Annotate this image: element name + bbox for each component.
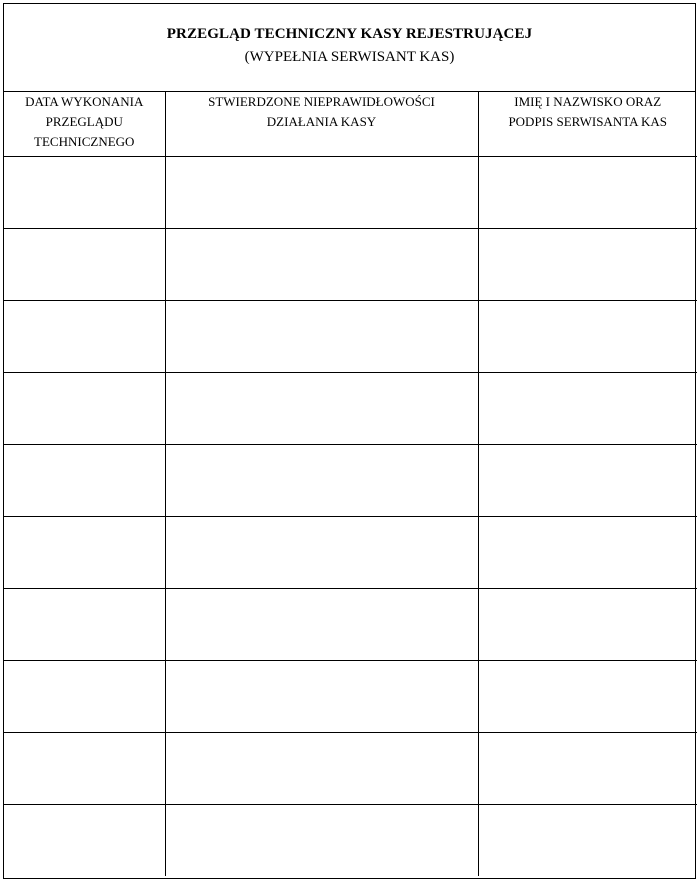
cell-irregularities[interactable]: [165, 444, 478, 516]
cell-irregularities[interactable]: [165, 516, 478, 588]
cell-date[interactable]: [4, 228, 165, 300]
column-header-line: DZIAŁANIA KASY: [266, 114, 377, 129]
cell-irregularities[interactable]: [165, 300, 478, 372]
inspection-form: [3, 3, 696, 879]
cell-technician-signature[interactable]: [478, 156, 697, 228]
table-row: [4, 588, 697, 660]
column-header-technician: [478, 92, 697, 156]
column-header-line: PODPIS SERWISANTA KAS: [508, 114, 668, 129]
cell-date[interactable]: [4, 156, 165, 228]
column-header-line: TECHNICZNEGO: [34, 134, 135, 149]
table-row: [4, 516, 697, 588]
column-header-irregularities: [165, 92, 478, 156]
cell-date[interactable]: [4, 372, 165, 444]
form-title: PRZEGLĄD TECHNICZNY KASY REJESTRUJĄCEJ: [166, 26, 533, 42]
table-row: [4, 228, 697, 300]
cell-date[interactable]: [4, 444, 165, 516]
cell-date[interactable]: [4, 516, 165, 588]
table-header-row: [4, 92, 697, 156]
cell-technician-signature[interactable]: [478, 372, 697, 444]
cell-technician-signature[interactable]: [478, 300, 697, 372]
cell-date[interactable]: [4, 588, 165, 660]
inspection-table: [4, 92, 697, 876]
cell-date[interactable]: [4, 732, 165, 804]
table-row: [4, 444, 697, 516]
table-row: [4, 804, 697, 876]
form-header: [4, 4, 695, 92]
cell-date[interactable]: [4, 300, 165, 372]
cell-technician-signature[interactable]: [478, 516, 697, 588]
cell-irregularities[interactable]: [165, 660, 478, 732]
table-row: [4, 660, 697, 732]
cell-irregularities[interactable]: [165, 588, 478, 660]
cell-technician-signature[interactable]: [478, 732, 697, 804]
cell-date[interactable]: [4, 804, 165, 876]
column-header-line: IMIĘ I NAZWISKO ORAZ: [514, 94, 662, 109]
cell-technician-signature[interactable]: [478, 804, 697, 876]
table-row: [4, 732, 697, 804]
cell-irregularities[interactable]: [165, 372, 478, 444]
cell-date[interactable]: [4, 660, 165, 732]
cell-irregularities[interactable]: [165, 732, 478, 804]
cell-irregularities[interactable]: [165, 228, 478, 300]
form-subtitle: (WYPEŁNIA SERWISANT KAS): [244, 49, 455, 65]
cell-technician-signature[interactable]: [478, 660, 697, 732]
table-body: [4, 156, 697, 876]
column-header-line: STWIERDZONE NIEPRAWIDŁOWOŚCI: [208, 94, 435, 109]
cell-technician-signature[interactable]: [478, 228, 697, 300]
table-row: [4, 372, 697, 444]
cell-technician-signature[interactable]: [478, 444, 697, 516]
column-header-line: DATA WYKONANIA: [25, 94, 144, 109]
column-header-date: [4, 92, 165, 156]
cell-irregularities[interactable]: [165, 156, 478, 228]
cell-technician-signature[interactable]: [478, 588, 697, 660]
column-header-line: PRZEGLĄDU: [45, 114, 123, 129]
cell-irregularities[interactable]: [165, 804, 478, 876]
table-row: [4, 300, 697, 372]
table-row: [4, 156, 697, 228]
